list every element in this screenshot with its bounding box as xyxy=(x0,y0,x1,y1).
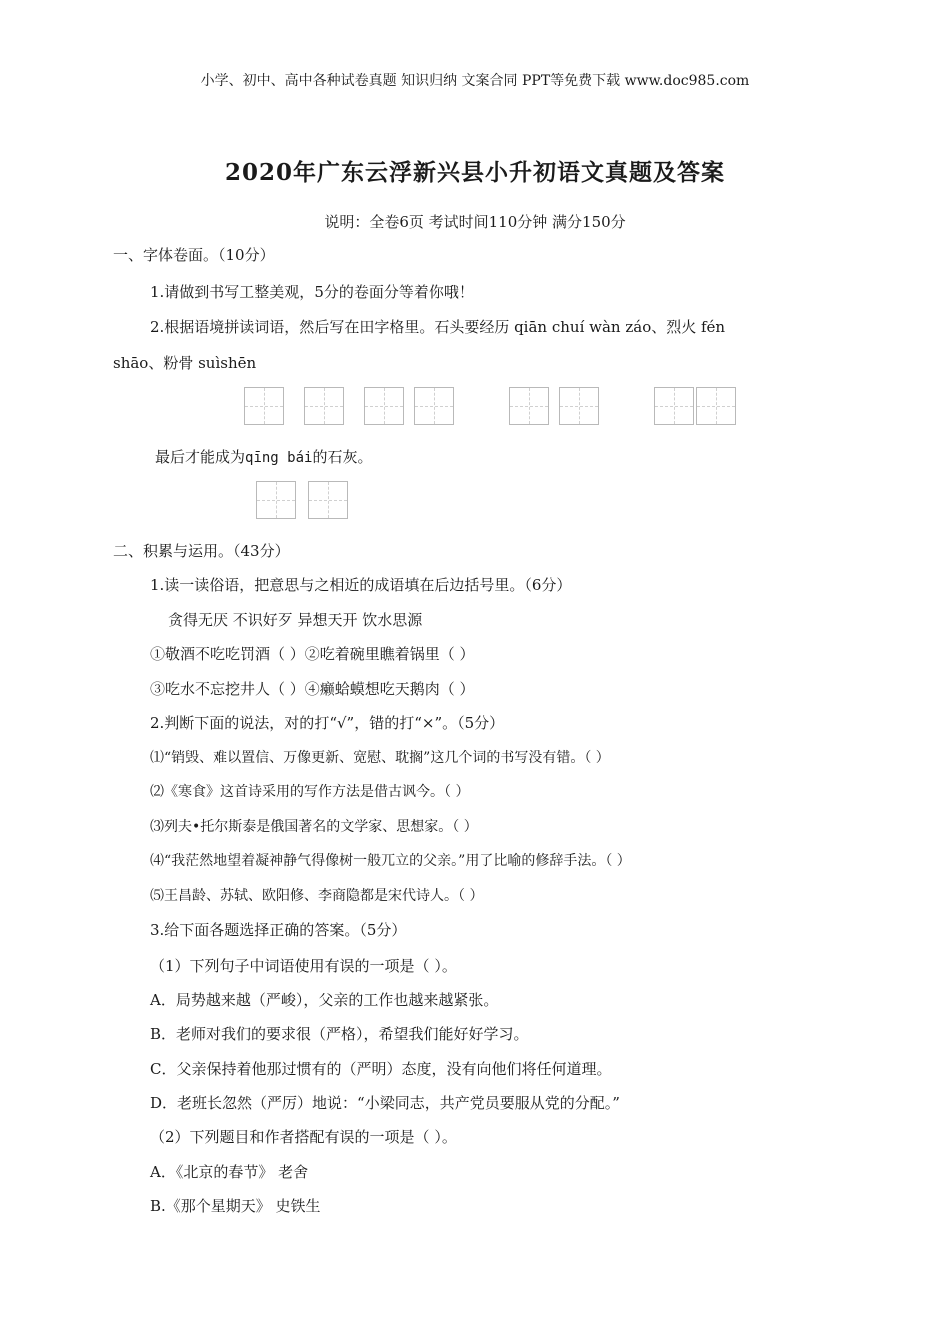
judge-3: ⑶列夫•托尔斯泰是俄国著名的文学家、思想家。（ ） xyxy=(150,819,478,835)
writing-grid-box[interactable] xyxy=(364,387,404,425)
judge-5: ⑸王昌龄、苏轼、欧阳修、李商隐都是宋代诗人。（ ） xyxy=(150,888,484,904)
option-a-2: A．《北京的春节》 老舍 xyxy=(150,1163,309,1181)
writing-grid-box[interactable] xyxy=(696,387,736,425)
tail-end: 的石灰。 xyxy=(312,448,373,466)
writing-grid-box[interactable] xyxy=(308,481,348,519)
writing-grid-box[interactable] xyxy=(509,387,549,425)
question-2-1: 1.读一读俗语，把意思与之相近的成语填在后边括号里。（6分） xyxy=(150,576,572,594)
question-2-3-1: （1）下列句子中词语使用有误的一项是（ ）。 xyxy=(150,957,457,975)
proverb-row-1: ①敬酒不吃吃罚酒（ ）②吃着碗里瞧着锅里（ ） xyxy=(150,645,475,663)
tail-text: 最后才能成为 xyxy=(155,448,246,466)
judge-2: ⑵《寒食》这首诗采用的写作方法是借古讽今。（ ） xyxy=(150,784,470,800)
idiom-options: 贪得无厌 不识好歹 异想天开 饮水思源 xyxy=(168,611,423,629)
question-2-2: 2.判断下面的说法，对的打“√”，错的打“×”。（5分） xyxy=(150,714,505,732)
section-2-heading: 二、积累与运用。（43分） xyxy=(113,542,290,560)
page-header: 小学、初中、高中各种试卷真题 知识归纳 文案合同 PPT等免费下载 www.doc985.com xyxy=(200,73,750,89)
option-b-1: B．老师对我们的要求很（严格），希望我们能好好学习。 xyxy=(150,1025,529,1043)
exam-instructions: 说明：全卷6页 考试时间110分钟 满分150分 xyxy=(324,213,626,231)
writing-grid-box[interactable] xyxy=(256,481,296,519)
writing-grid-box[interactable] xyxy=(414,387,454,425)
writing-grid-box[interactable] xyxy=(304,387,344,425)
question-2-3: 3.给下面各题选择正确的答案。（5分） xyxy=(150,921,407,939)
writing-grid-box[interactable] xyxy=(559,387,599,425)
option-c-1: C．父亲保持着他那过惯有的（严明）态度，没有向他们将任何道理。 xyxy=(150,1060,612,1078)
writing-grid-box[interactable] xyxy=(654,387,694,425)
pinyin-qingbai: qīng bái xyxy=(245,450,313,466)
question-1-2-cont: shāo、粉骨 suìshēn xyxy=(113,354,257,372)
page-title: 2020年广东云浮新兴县小升初语文真题及答案 xyxy=(224,159,725,186)
option-a-1: A．局势越来越（严峻），父亲的工作也越来越紧张。 xyxy=(150,991,499,1009)
judge-4: ⑷“我茫然地望着凝神静气得像树一般兀立的父亲。”用了比喻的修辞手法。（ ） xyxy=(150,853,631,869)
option-d-1: D．老班长忽然（严厉）地说：“小梁同志，共产党员要服从党的分配。” xyxy=(150,1094,620,1112)
writing-grid-box[interactable] xyxy=(244,387,284,425)
section-1-heading: 一、字体卷面。（10分） xyxy=(113,246,275,264)
question-1-1: 1.请做到书写工整美观，5分的卷面分等着你哦！ xyxy=(150,283,474,301)
judge-1: ⑴“销毁、难以置信、万像更新、宽慰、耽搁”这几个词的书写没有错。（ ） xyxy=(150,750,610,766)
option-b-2: B.《那个星期天》 史铁生 xyxy=(150,1197,321,1215)
question-2-3-2: （2）下列题目和作者搭配有误的一项是（ ）。 xyxy=(150,1128,457,1146)
proverb-row-2: ③吃水不忘挖井人（ ）④癞蛤蟆想吃天鹅肉（ ） xyxy=(150,680,475,698)
question-1-2-tail xyxy=(155,446,372,467)
question-1-2: 2.根据语境拼读词语，然后写在田字格里。石头要经历 qiān chuí wàn záo、烈火 fén xyxy=(150,318,726,336)
